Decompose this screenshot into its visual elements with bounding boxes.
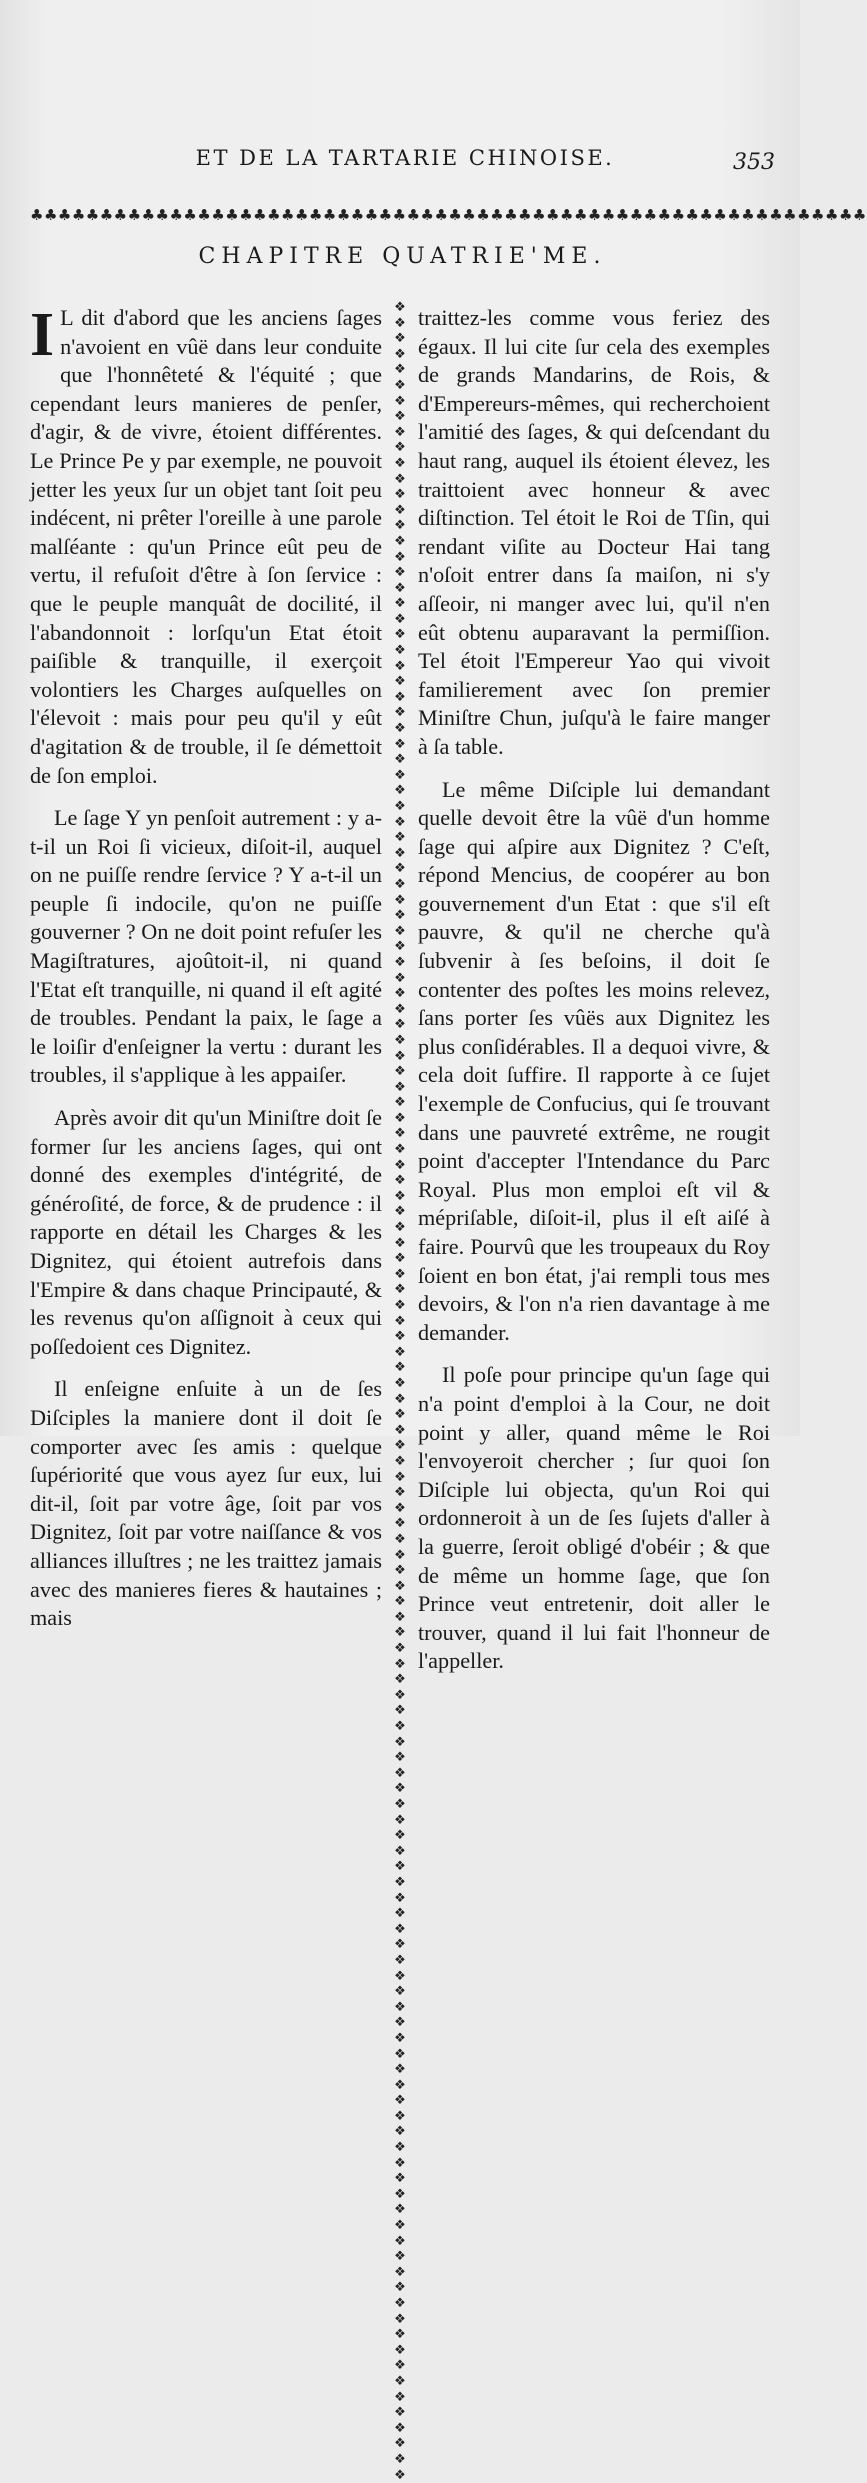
page-number: 353 (733, 150, 775, 175)
ornament-rule: ♣♣♣♣♣♣♣♣♣♣♣♣♣♣♣♣♣♣♣♣♣♣♣♣♣♣♣♣♣♣♣♣♣♣♣♣♣♣♣♣♣♣♣♣♣♣♣♣♣♣♣♣♣♣♣♣♣♣♣♣ (30, 206, 867, 224)
paragraph: Il poſe pour principe qu'un ſage qui n'a point d'emploi à la Cour, ne doit point y aller, quand même le Roi l'envoyeroit chercher ; ſur quoi ſon Diſciple lui objecta, qu'un Roi qui ordonneroit à un de ſes ſujets d'aller à la guerre, ſeroit obligé d'obéir ; & que de même un homme ſage, que ſon Prince veut entretenir, doit aller le trouver, quand il lui fait l'honneur de l'appeller. (418, 1362, 770, 1674)
paragraph: Le même Diſciple lui demandant quelle devoit être la vûë d'un homme ſage qui aſpire aux Dignitez ? C'eſt, répond Mencius, de coopérer au bon gouvernement d'un Etat : que s'il eſt pauvre, & qu'il ne cherche qu'à ſubvenir à ſes beſoins, il doit ſe contenter des poſtes les moins relevez, ſans porter ſes vûës aux Dignitez les plus conſidérables. Il a dequoi vivre, & cela doit ſuffire. Il rapporte à ce ſujet l'exemple de Confucius, qui ſe trouvant dans une pauvreté extrême, ne rougit point d'accepter l'Intendance du Parc Royal. Plus mon emploi eſt vil & mépriſable, diſoit-il, plus il eſt aiſé à faire. Pourvû que les troupeaux du Roy ſoient en bon état, j'ai rempli tous mes devoirs, & l'on n'a rien davantage à me demander. (418, 776, 770, 1345)
paragraph: Après avoir dit qu'un Miniſtre doit ſe former ſur les anciens ſages, qui ont donné des exemples d'intégrité, de généroſité, de force, & de prudence : il rapporte en détail les Charges & les Dignitez, qui étoient autrefois dans l'Empire & dans chaque Principauté, & les revenus qu'on aſſignoit à ceux qui poſſedoient ces Dignitez. (30, 1105, 382, 1359)
paragraph-text: L dit d'abord que les anciens ſages n'avoient en vûë dans leur conduite que l'honnêteté & l'équité ; que cependant leurs manieres de penſer, d'agir, & de vivre, étoient différentes. Le Prince Pe y par exemple, ne pouvoit jetter les yeux ſur un objet tant ſoit peu indécent, ni prêter l'oreille à une parole malſéante : qu'un Prince eût peu de vertu, il refuſoit d'être à ſon ſervice : que le peuple manquât de docilité, il l'abandonnoit : lorſqu'un Etat étoit paiſible & tranquille, il exerçoit volontiers les Charges auſquelles on l'élevoit : mais pour peu qu'il y eût d'agitation & de trouble, il ſe démettoit de ſon emploi. (30, 305, 382, 788)
paragraph (30, 301, 382, 790)
left-column (30, 301, 382, 1647)
paragraph: Le ſage Y yn penſoit autrement : y a-t-il un Roi ſi vicieux, diſoit-il, auquel on ne puiſſe rendre ſervice ? Y a-t-il un peuple ſi indocile, qu'on ne puiſſe gouverner ? On ne doit point refuſer les Magiſtratures, ajoûtoit-il, ni quand l'Etat eſt tranquille, ni quand il eſt agité de troubles. Pendant la paix, le ſage a le loiſir d'enſeigner la vertu : durant les troubles, il s'applique à les appaiſer. (30, 805, 382, 1088)
column-divider-ornament: ❖❖❖❖❖❖❖❖❖❖❖❖❖❖❖❖❖❖❖❖❖❖❖❖❖❖❖❖❖❖❖❖❖❖❖❖❖❖❖❖❖❖❖❖❖❖❖❖❖❖❖❖❖❖❖❖❖❖❖❖❖❖❖❖❖❖❖❖❖❖❖❖❖❖❖❖❖❖❖❖❖❖❖❖❖❖❖❖❖❖❖❖❖❖❖❖❖❖❖❖❖❖❖❖❖❖❖❖❖❖❖❖❖❖❖❖❖❖❖❖❖❖❖❖❖❖❖❖❖❖❖❖❖❖❖❖❖❖❖❖ (394, 300, 406, 2483)
paragraph: traittez-les comme vous feriez des égaux. Il lui cite ſur cela des exemples de grands Mandarins, de Rois, & d'Empereurs-mêmes, qui recherchoient l'amitié des ſages, & qui deſcendant du haut rang, auquel ils étoient élevez, les traittoient avec honneur & avec diſtinction. Tel étoit le Roi de Tſin, qui rendant viſite au Docteur Hai tang n'oſoit entrer dans ſa maiſon, ni s'y aſſeoir, ni manger avec lui, qu'il n'en eût obtenu auparavant la permiſſion. Tel étoit l'Empereur Yao qui vivoit familierement avec ſon premier Miniſtre Chun, juſqu'à le faire manger à ſa table. (418, 305, 770, 759)
running-title: ET DE LA TARTARIE CHINOISE. (195, 146, 615, 170)
right-column (418, 304, 770, 1690)
paragraph: Il enſeigne enſuite à un de ſes Diſciples la maniere dont il doit ſe comporter avec ſes amis : quelque ſupériorité que vous ayez ſur eux, lui dit-il, ſoit par votre âge, ſoit par vos Dignitez, ſoit par votre naiſſance & vos alliances illuſtres ; ne les traittez jamais avec des manieres fieres & hautaines ; mais (30, 1376, 382, 1631)
chapter-title: CHAPITRE QUATRIE'ME. (198, 244, 607, 269)
drop-cap: I (30, 301, 55, 369)
page-header (30, 146, 775, 182)
